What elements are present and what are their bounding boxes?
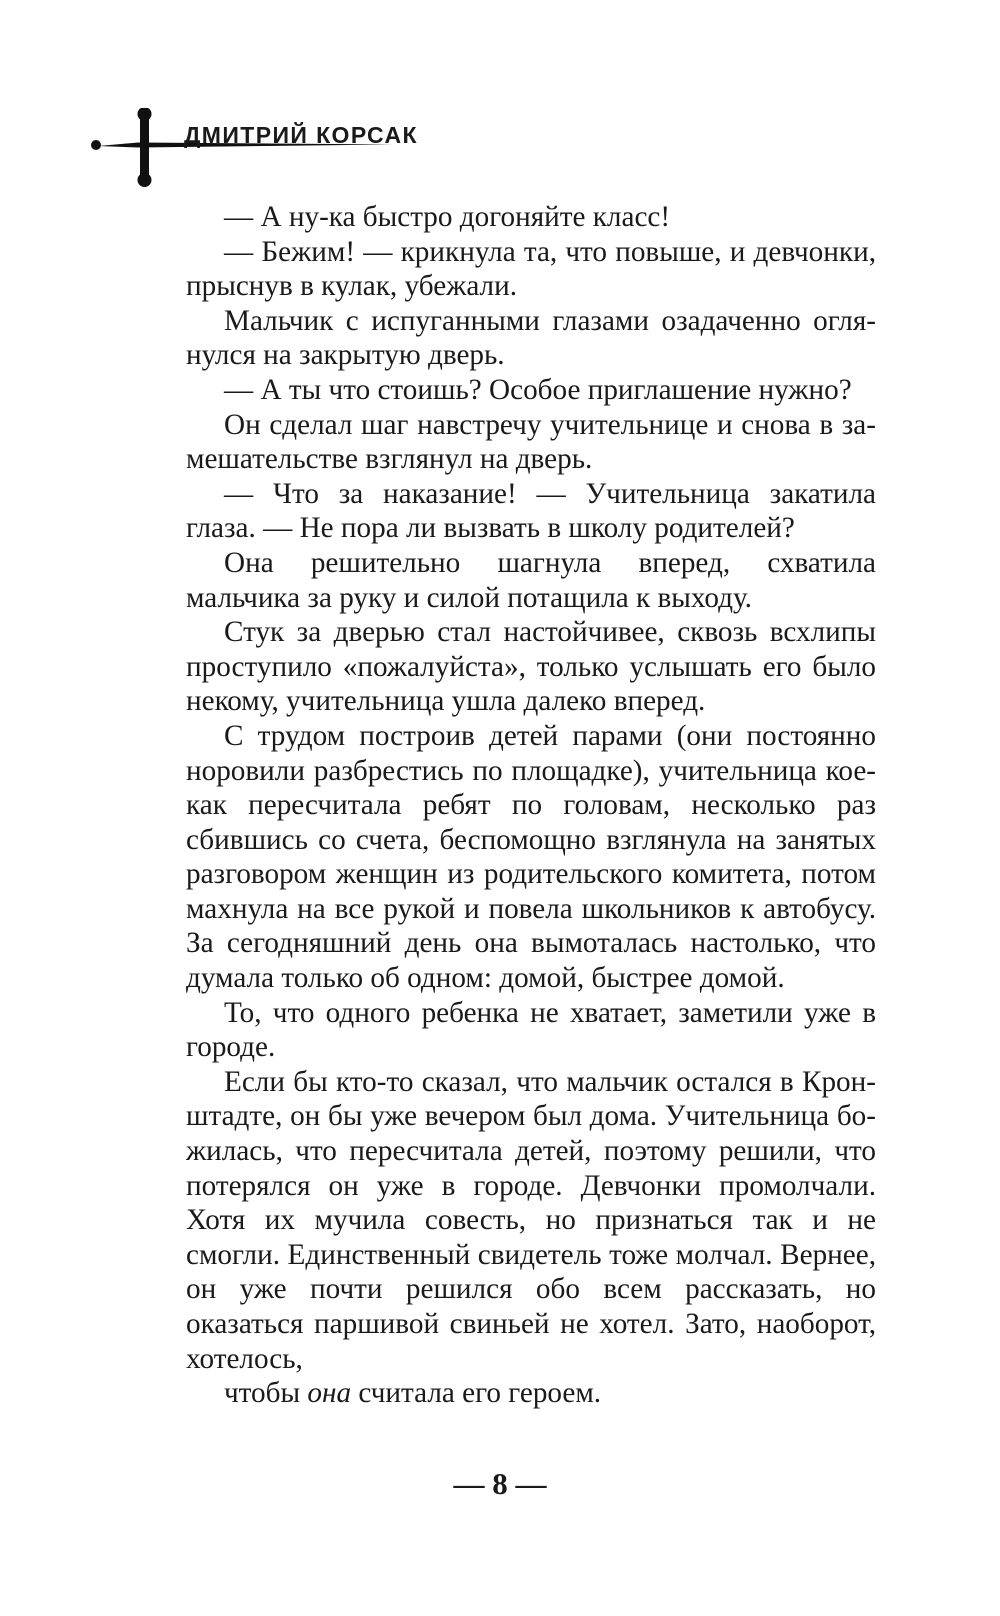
paragraph: Мальчик с испуганными глазами озадаченно оглянулся на закрытую дверь. [186,304,876,372]
paragraph: Если бы кто-то сказал, что мальчик остался в Кронштадте, он бы уже вечером был дома. Учительница божилась, что пересчитала детей, поэтому решили, что потерялся он уже в городе. Девчонки промолчали. Хотя их мучила совесть, но признаться так и не смогли. Единственный свидетель тоже молчал. Вернее, он уже почти решился обо всем рассказать, но оказаться паршивой свиньей не хотел. Зато, наоборот, хотелось, [186,1065,876,1375]
body-text [186,200,876,1411]
paragraph: С трудом построив детей парами (они постоянно норовили разбрестись по площадке), учительница кое-как пересчитала ребят по головам, несколько раз сбившись со счета, беспомощно взглянула на занятых разговором женщин из родительского комитета, потом махнула на все рукой и повела школьников к автобусу. За сегодняшний день она вымоталась настолько, что думала только об одном: домой, быстрее домой. [186,719,876,995]
paragraph: То, что одного ребенка не хватает, заметили уже в городе. [186,996,876,1064]
sword-ornament-icon [88,108,408,192]
last-paragraph-start: чтобы [224,1377,308,1410]
last-paragraph [186,1376,876,1411]
paragraph: Стук за дверью стал настойчивее, сквозь всхлипы проступило «пожалуйста», только услышать его было некому, учительница ушла далеко вперед. [186,616,876,718]
paragraph: — А ну-ка быстро догоняйте класс! [224,201,671,233]
paragraph: — Что за наказание! — Учительница закатила глаза. — Не пора ли вызвать в школу родителей? [186,477,876,545]
emphasized-word: она [307,1377,352,1410]
page-number: — 8 — [453,1466,547,1501]
paragraph: Она решительно шагнула вперед, схватила мальчика за руку и силой потащила к выходу. [186,546,876,614]
paragraph: — Бежим! — крикнула та, что повыше, и девчонки, прыснув в кулак, убежали. [186,235,876,303]
author-name: ДМИТРИЙ КОРСАК [184,122,418,148]
running-header [88,108,418,192]
last-paragraph-end: считала его героем. [351,1377,602,1410]
paragraph: Он сделал шаг навстречу учительнице и снова в замешательстве взглянул на дверь. [186,408,876,476]
paragraph: — А ты что стоишь? Особое приглашение нужно? [224,373,852,406]
